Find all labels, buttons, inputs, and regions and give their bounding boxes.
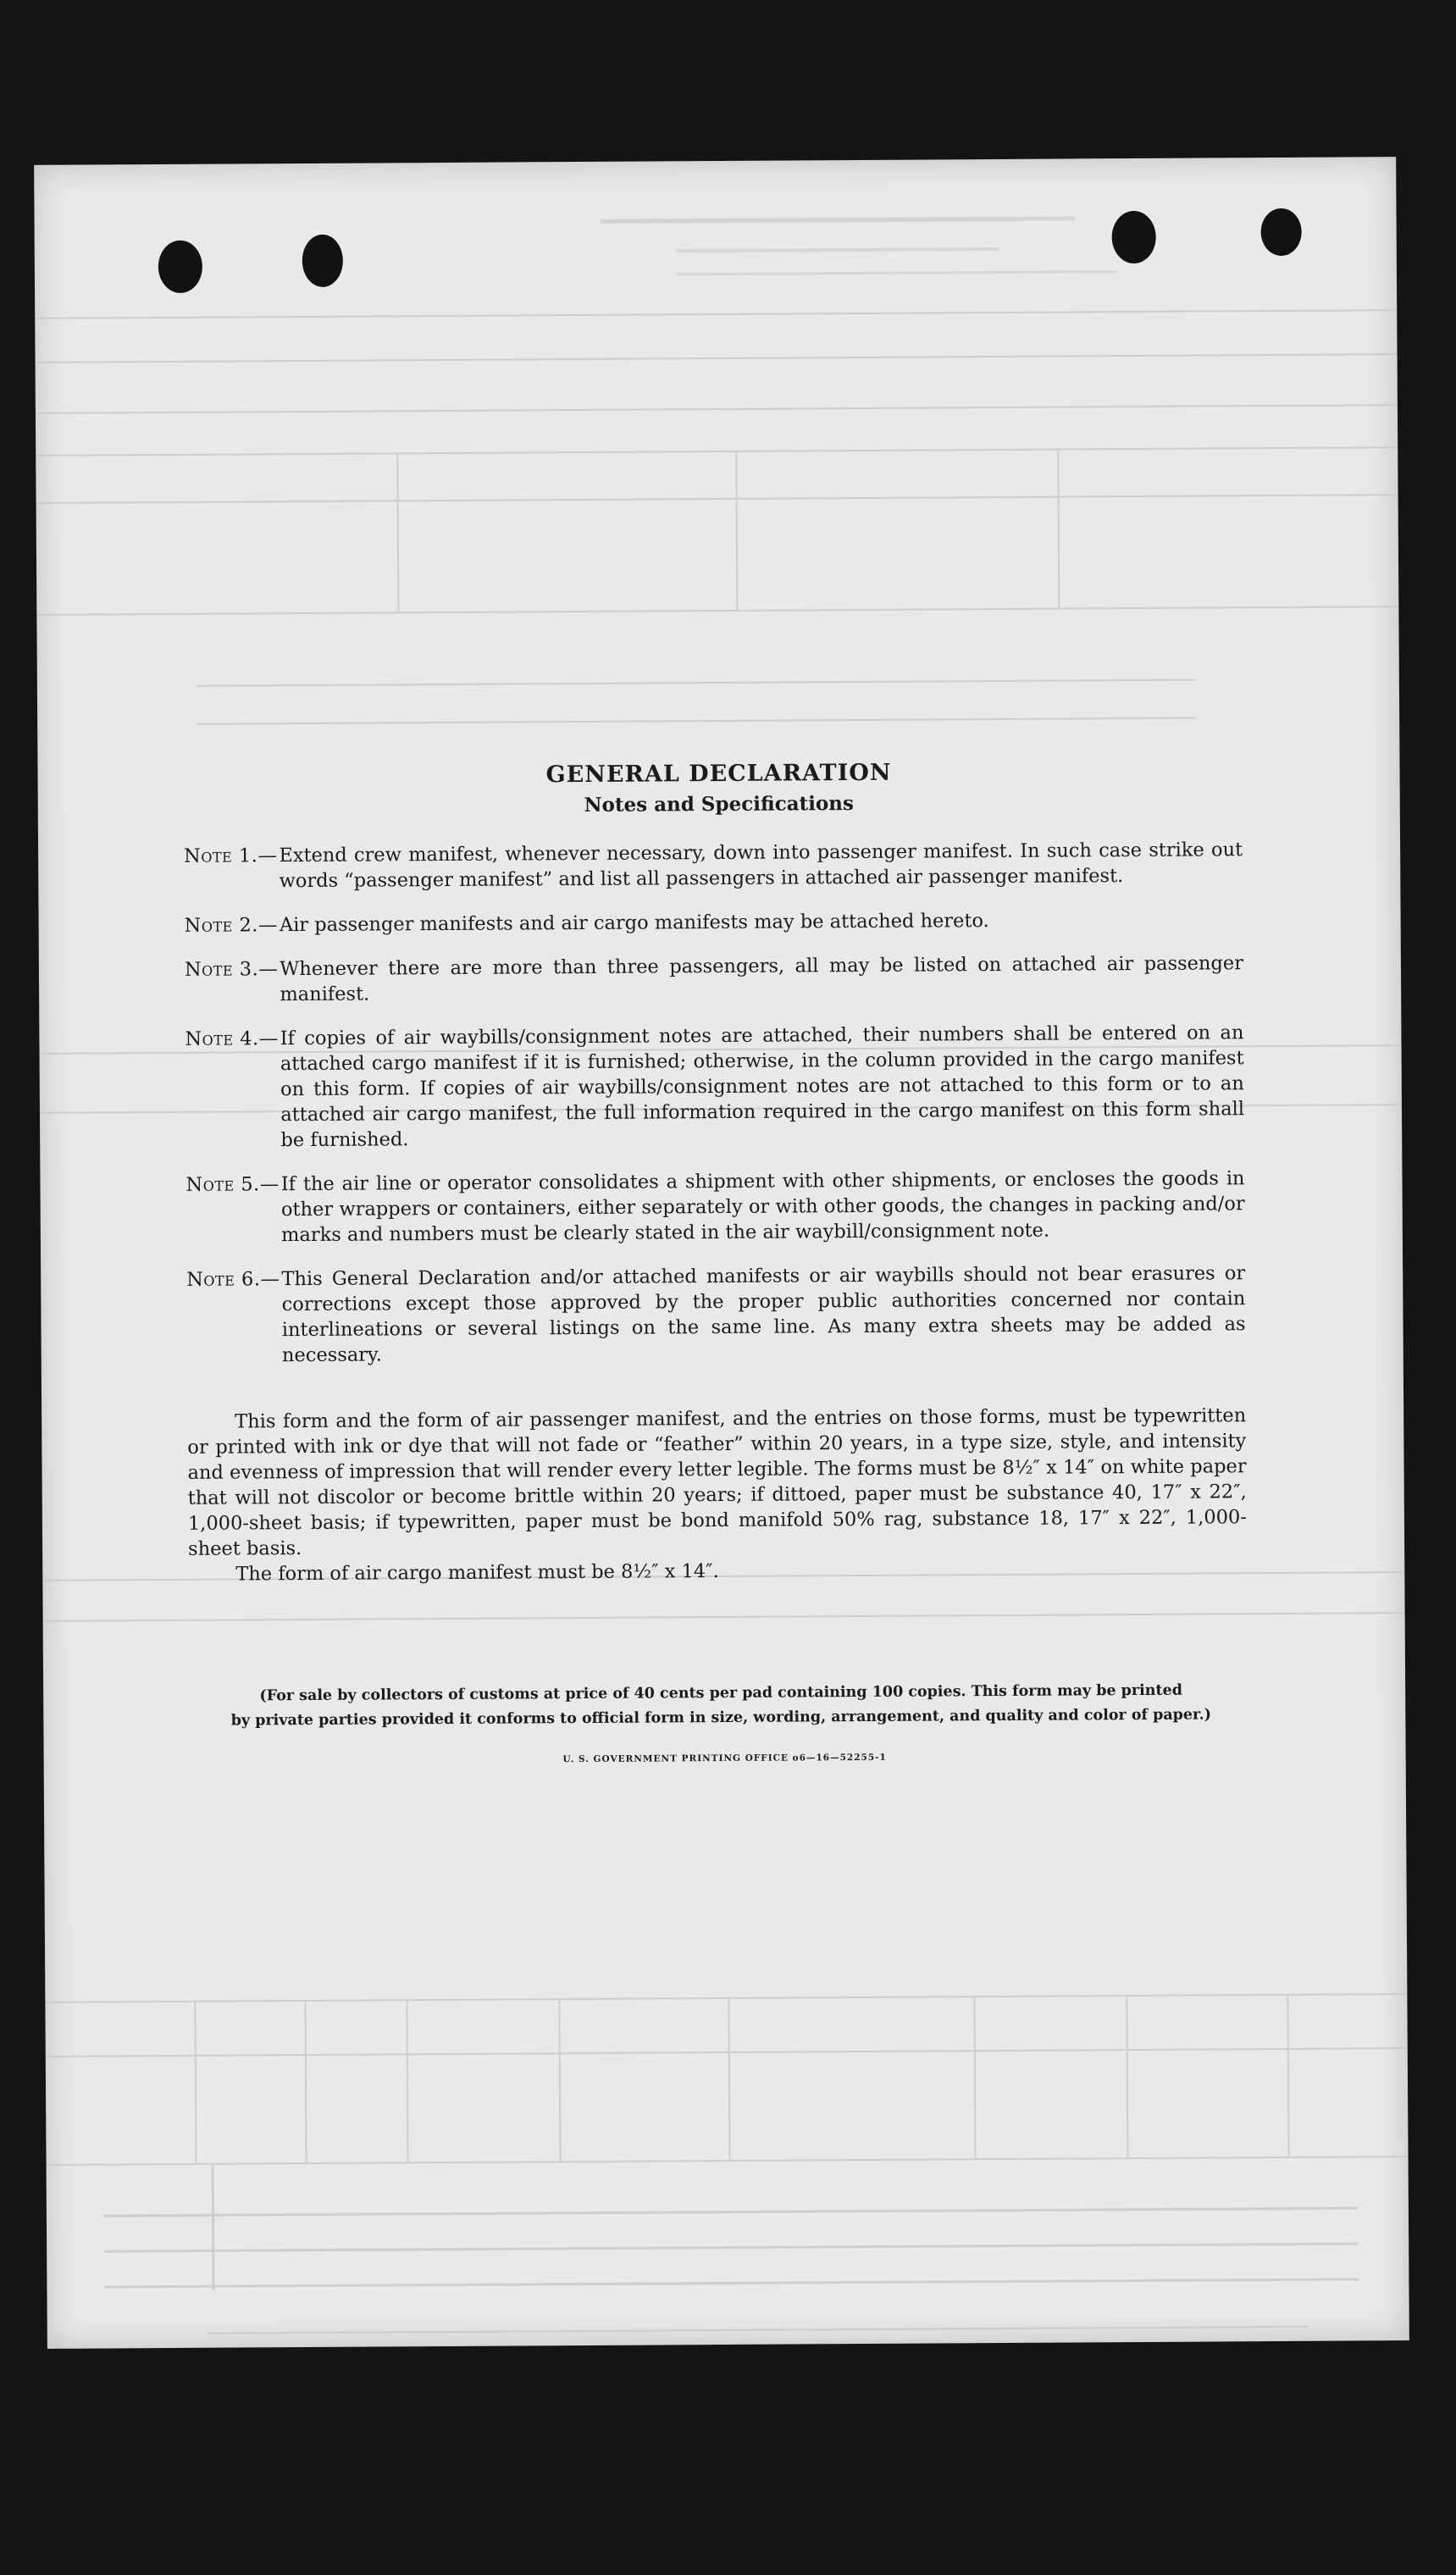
note-6	[186, 1260, 1246, 1369]
document-page	[34, 157, 1409, 2349]
page-title: GENERAL DECLARATION	[545, 759, 892, 789]
note-text: Whenever there are more than three passengers, all may be listed on attached air passenger manifest.	[280, 952, 1244, 1006]
note-label: Note 5.—	[185, 1173, 280, 1196]
paper-spec-paragraph: This form and the form of air passenger manifest, and the entries on those forms, must be typewritten or printed with ink or dye that will not fade or “feather” within 20 years, in a type size, style, and intensity and evenness of impression that will render every letter legible. The forms must be 8½″ x 14″ on white paper that will not discolor or become brittle within 20 years; if dittoed, paper must be substance 40, 17″ x 22″, 1,000-sheet basis; if typewritten, paper must be bond manifold 50% rag, substance 18, 17″ x 22″, 1,000-sheet basis.	[187, 1404, 1247, 1560]
note-text: Air passenger manifests and air cargo manifests may be attached hereto.	[279, 910, 989, 937]
declaration-notes	[34, 157, 1409, 2349]
note-text: Extend crew manifest, whenever necessary, down into passenger manifest. In such case strike out words “passenger manifest” and list all passengers in attached air passenger manifest.	[279, 839, 1243, 893]
page-subtitle: Notes and Specifications	[584, 792, 855, 817]
note-label: Note 1.—	[184, 844, 278, 867]
sale-notice-line-1: (For sale by collectors of customs at price of 40 cents per pad containing 100 copies. This form may be printed	[259, 1681, 1182, 1705]
specifications-paragraph	[187, 1403, 1247, 1587]
cargo-form-spec: The form of air cargo manifest must be 8½″ x 14″.	[235, 1560, 719, 1586]
note-text: This General Declaration and/or attached manifests or air waybills should not bear erasures or corrections except those approved by the proper public authorities concerned nor contain interlineations or several listings on the same line. As many extra sheets may be added as necessary.	[281, 1262, 1246, 1367]
note-4	[185, 1020, 1244, 1154]
sale-notice	[170, 1678, 1271, 1734]
note-5	[185, 1166, 1245, 1249]
note-label: Note 6.—	[186, 1268, 280, 1291]
note-label: Note 3.—	[184, 958, 279, 981]
note-text: If copies of air waybills/consignment notes are attached, their numbers shall be entered on an attached cargo manifest if it is furnished; otherwise, in the column provided in the cargo manifest on this form. If copies of air waybills/consignment notes are not attached to this form or to an attached air cargo manifest, the full information required in the cargo manifest on this form shall be furnished.	[280, 1022, 1245, 1152]
note-3	[185, 950, 1243, 1008]
note-2	[185, 906, 1243, 939]
sale-notice-line-2: by private parties provided it conforms to official form in size, wording, arrangement, and quality and color of paper.)	[230, 1706, 1212, 1730]
notes-list	[184, 837, 1246, 1387]
note-1	[184, 837, 1243, 894]
note-text: If the air line or operator consolidates a shipment with other shipments, or encloses the goods in other wrappers or containers, either separately or with other goods, the changes in packing and/or marks and numbers must be clearly stated in the air waybill/consignment note.	[280, 1167, 1245, 1247]
printing-office-imprint: U. S. GOVERNMENT PRINTING OFFICE o6—16—52255-1	[562, 1752, 887, 1765]
note-label: Note 2.—	[184, 914, 278, 937]
note-label: Note 4.—	[185, 1027, 279, 1050]
